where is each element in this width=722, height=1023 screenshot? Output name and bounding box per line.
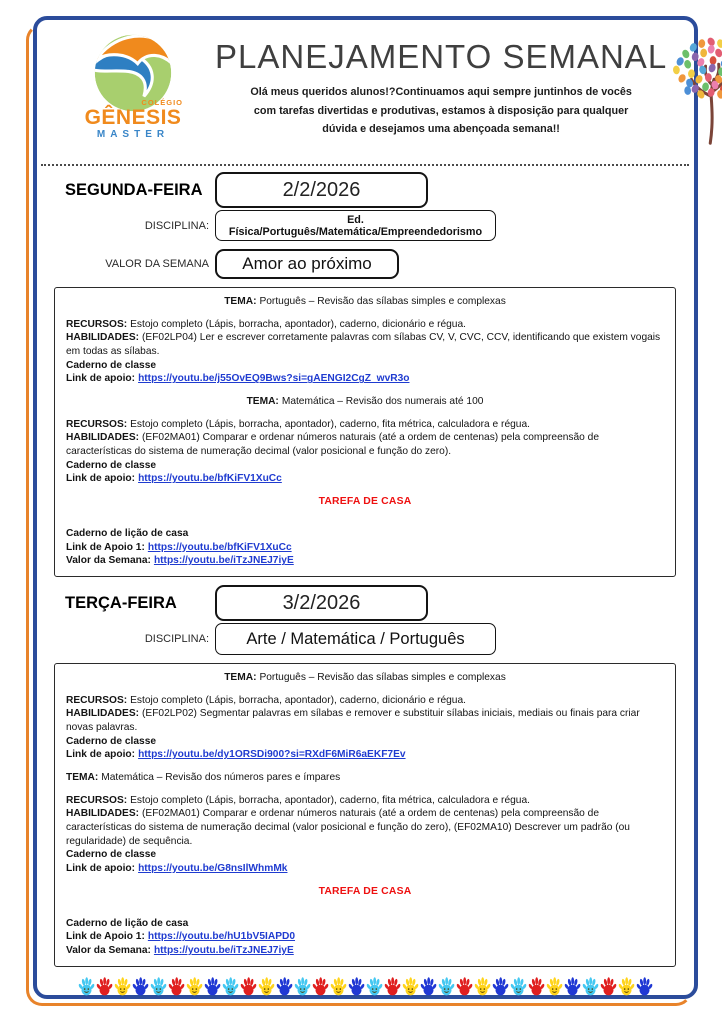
header-center [197,34,667,139]
logo-master-text: MASTER [96,129,170,140]
habilidades1-text-tuesday: (EF02LP02) Segmentar palavras em sílabas e remover e substituir sílabas iniciais, mediais ou finais para criar novas palavras. [66,708,640,734]
caderno-classe-label: Caderno de classe [66,359,157,371]
habilidades-label: HABILIDADES: [66,808,140,820]
homework-link-monday[interactable]: https://youtu.be/bfKiFV1XuCc [147,541,292,553]
caderno-licao-label: Caderno de lição de casa [66,917,189,929]
habilidades2-text-monday: (EF02MA01) Comparar e ordenar números naturais (até a ordem de centenas) pela compreensão de características do sistema de numeração decimal (valor posicional e função do zero). [66,432,599,458]
tema-label: TEMA: [224,296,257,307]
handprint-icon [222,975,239,997]
support-link-tuesday-2[interactable]: https://youtu.be/G8nsIlWhmMk [138,863,288,875]
handprint-icon [546,975,563,997]
handprint-icon [186,975,203,997]
link-apoio-label: Link de apoio: [66,473,136,485]
handprint-icon [492,975,509,997]
homework-link-tuesday[interactable]: https://youtu.be/hU1bV5IAPD0 [147,931,296,943]
handprint-icon [114,975,131,997]
tema1-text-tuesday: Português – Revisão das sílabas simples e complexas [259,672,506,684]
handprint-icon [348,975,365,997]
link-apoio-1-label: Link de Apoio 1: [66,931,145,943]
school-logo [69,34,197,140]
caderno-licao-label: Caderno de lição de casa [66,528,189,539]
handprint-icon [510,975,527,997]
recursos2-text-monday: Estojo completo (Lápis, borracha, apontador), caderno, fita métrica, calculadora e régua. [130,418,530,430]
tema-label: TEMA: [66,772,99,784]
handprint-icon [636,975,653,997]
handprint-icon [402,975,419,997]
disciplina-box-tuesday [215,623,496,655]
habilidades-label: HABILIDADES: [66,332,140,344]
handprint-icon [96,975,113,997]
logo-college-text: COLÉGIO [141,98,183,107]
link-apoio-label: Link de apoio: [66,749,136,761]
caderno-classe-label: Caderno de classe [66,735,157,747]
handprint-icon [168,975,185,997]
disciplina-value-monday: Ed. Física/Português/Matemática/Empreendedorismo [228,213,483,238]
tema2-text-monday: Matemática – Revisão dos numerais até 100 [281,396,484,408]
recursos-label: RECURSOS: [66,794,128,806]
support-link-monday-1[interactable]: https://youtu.be/j55OvEQ9Bws?si=gAENGI2CgZ_wvR3o [138,373,410,385]
page-content [41,16,689,997]
habilidades-label: HABILIDADES: [66,432,140,444]
date-box-monday [215,172,428,208]
habilidades1-text-monday: (EF02LP04) Ler e escrever corretamente palavras com sílabas CV, V, CVC, CCV, identificando que existem vogais em todas as sílabas. [66,332,661,358]
recursos1-text-monday: Estojo completo (Lápis, borracha, apontador), caderno, dicionário e régua. [130,318,466,330]
handprint-icon [366,975,383,997]
monday-header-row [41,172,689,208]
handprint-icon [528,975,545,997]
caderno-classe-label: Caderno de classe [66,849,157,861]
disciplina-label-tuesday: DISCIPLINA: [144,633,209,646]
link-apoio-label: Link de apoio: [66,863,136,875]
handprint-icon [132,975,149,997]
tema-label: TEMA: [246,396,279,408]
handprint-icon [456,975,473,997]
handprint-icon [582,975,599,997]
handprint-icon [258,975,275,997]
valor-semana-link-label: Valor da Semana: [66,945,151,957]
tuesday-header-row [41,585,689,621]
page-title: PLANEJAMENTO SEMANAL [215,38,668,75]
recursos-label: RECURSOS: [66,694,128,706]
valor-semana-link-tuesday[interactable]: https://youtu.be/iTzJNEJ7iyE [153,945,294,957]
monday-valor-row [41,249,689,279]
recursos-label: RECURSOS: [66,418,128,430]
dotted-separator [41,164,689,166]
header [41,16,689,162]
date-box-tuesday [215,585,428,621]
welcome-message: Olá meus queridos alunos!?Continuamos aqui sempre juntinhos de vocês com tarefas divertidas e produtivas, estamos à disposição para qualquer dúvida e desejamos uma abençoada semana!! [250,86,632,136]
handprint-icon [294,975,311,997]
recursos-label: RECURSOS: [66,318,128,330]
monday-disciplina-row [41,210,689,241]
valor-box-monday [215,249,399,279]
disciplina-label-monday: DISCIPLINA: [144,219,209,232]
link-apoio-label: Link de apoio: [66,373,136,385]
support-link-monday-2[interactable]: https://youtu.be/bfKiFV1XuCc [138,473,282,485]
handprint-icon [438,975,455,997]
handprint-icon [330,975,347,997]
handprint-icon [600,975,617,997]
tema1-text-monday: Português – Revisão das sílabas simples e complexas [259,296,506,307]
handprint-icon [240,975,257,997]
date-value-tuesday: 3/2/2026 [282,591,361,614]
valor-label-monday: VALOR DA SEMANA [105,258,209,270]
handprint-icon [474,975,491,997]
handprint-icon [78,975,95,997]
handprint-icon [276,975,293,997]
handprint-row [41,975,689,997]
logo-name-text: GÊNESIS [84,106,182,129]
handprint-icon [312,975,329,997]
tree-icon [667,34,722,150]
handprint-icon [618,975,635,997]
support-link-tuesday-1[interactable]: https://youtu.be/dy1ORSDi900?si=RXdF6MiR6aEKF7Ev [138,749,406,761]
habilidades2-text-tuesday: (EF02MA01) Comparar e ordenar números naturais (até a ordem de centenas) pela compreensão de características do sistema de numeração decimal (valor posicional e função do zero), (EF02MA10) Descrever um padrão (ou regularidade) de sequência. [66,808,630,847]
caderno-classe-label: Caderno de classe [66,459,157,471]
tema2-text-tuesday: Matemática – Revisão dos números pares e ímpares [101,772,341,784]
valor-semana-link-monday[interactable]: https://youtu.be/iTzJNEJ7iyE [153,555,294,567]
recursos1-text-tuesday: Estojo completo (Lápis, borracha, apontador), caderno, dicionário e régua. [130,694,466,706]
monday-plan-box [54,287,676,577]
handprint-icon [150,975,167,997]
handprint-icon [420,975,437,997]
disciplina-box-monday [215,210,496,241]
tuesday-disciplina-row [41,623,689,655]
date-value-monday: 2/2/2026 [282,178,361,201]
day-label-monday: SEGUNDA-FEIRA [65,180,203,199]
disciplina-value-tuesday: Arte / Matemática / Português [246,629,465,648]
tarefa-de-casa-heading: TAREFA DE CASA [318,496,412,508]
tarefa-de-casa-heading: TAREFA DE CASA [318,885,412,897]
recursos2-text-tuesday: Estojo completo (Lápis, borracha, apontador), caderno, fita métrica, calculadora e régua. [130,794,530,806]
handprint-icon [384,975,401,997]
valor-semana-link-label: Valor da Semana: [66,555,151,567]
day-label-tuesday: TERÇA-FEIRA [65,593,177,612]
handprint-icon [564,975,581,997]
tree-illustration [667,34,722,155]
habilidades-label: HABILIDADES: [66,708,140,720]
tuesday-plan-box [54,663,676,967]
tema-label: TEMA: [224,672,257,684]
link-apoio-1-label: Link de Apoio 1: [66,541,145,553]
valor-value-monday: Amor ao próximo [242,254,372,273]
handprint-icon [204,975,221,997]
